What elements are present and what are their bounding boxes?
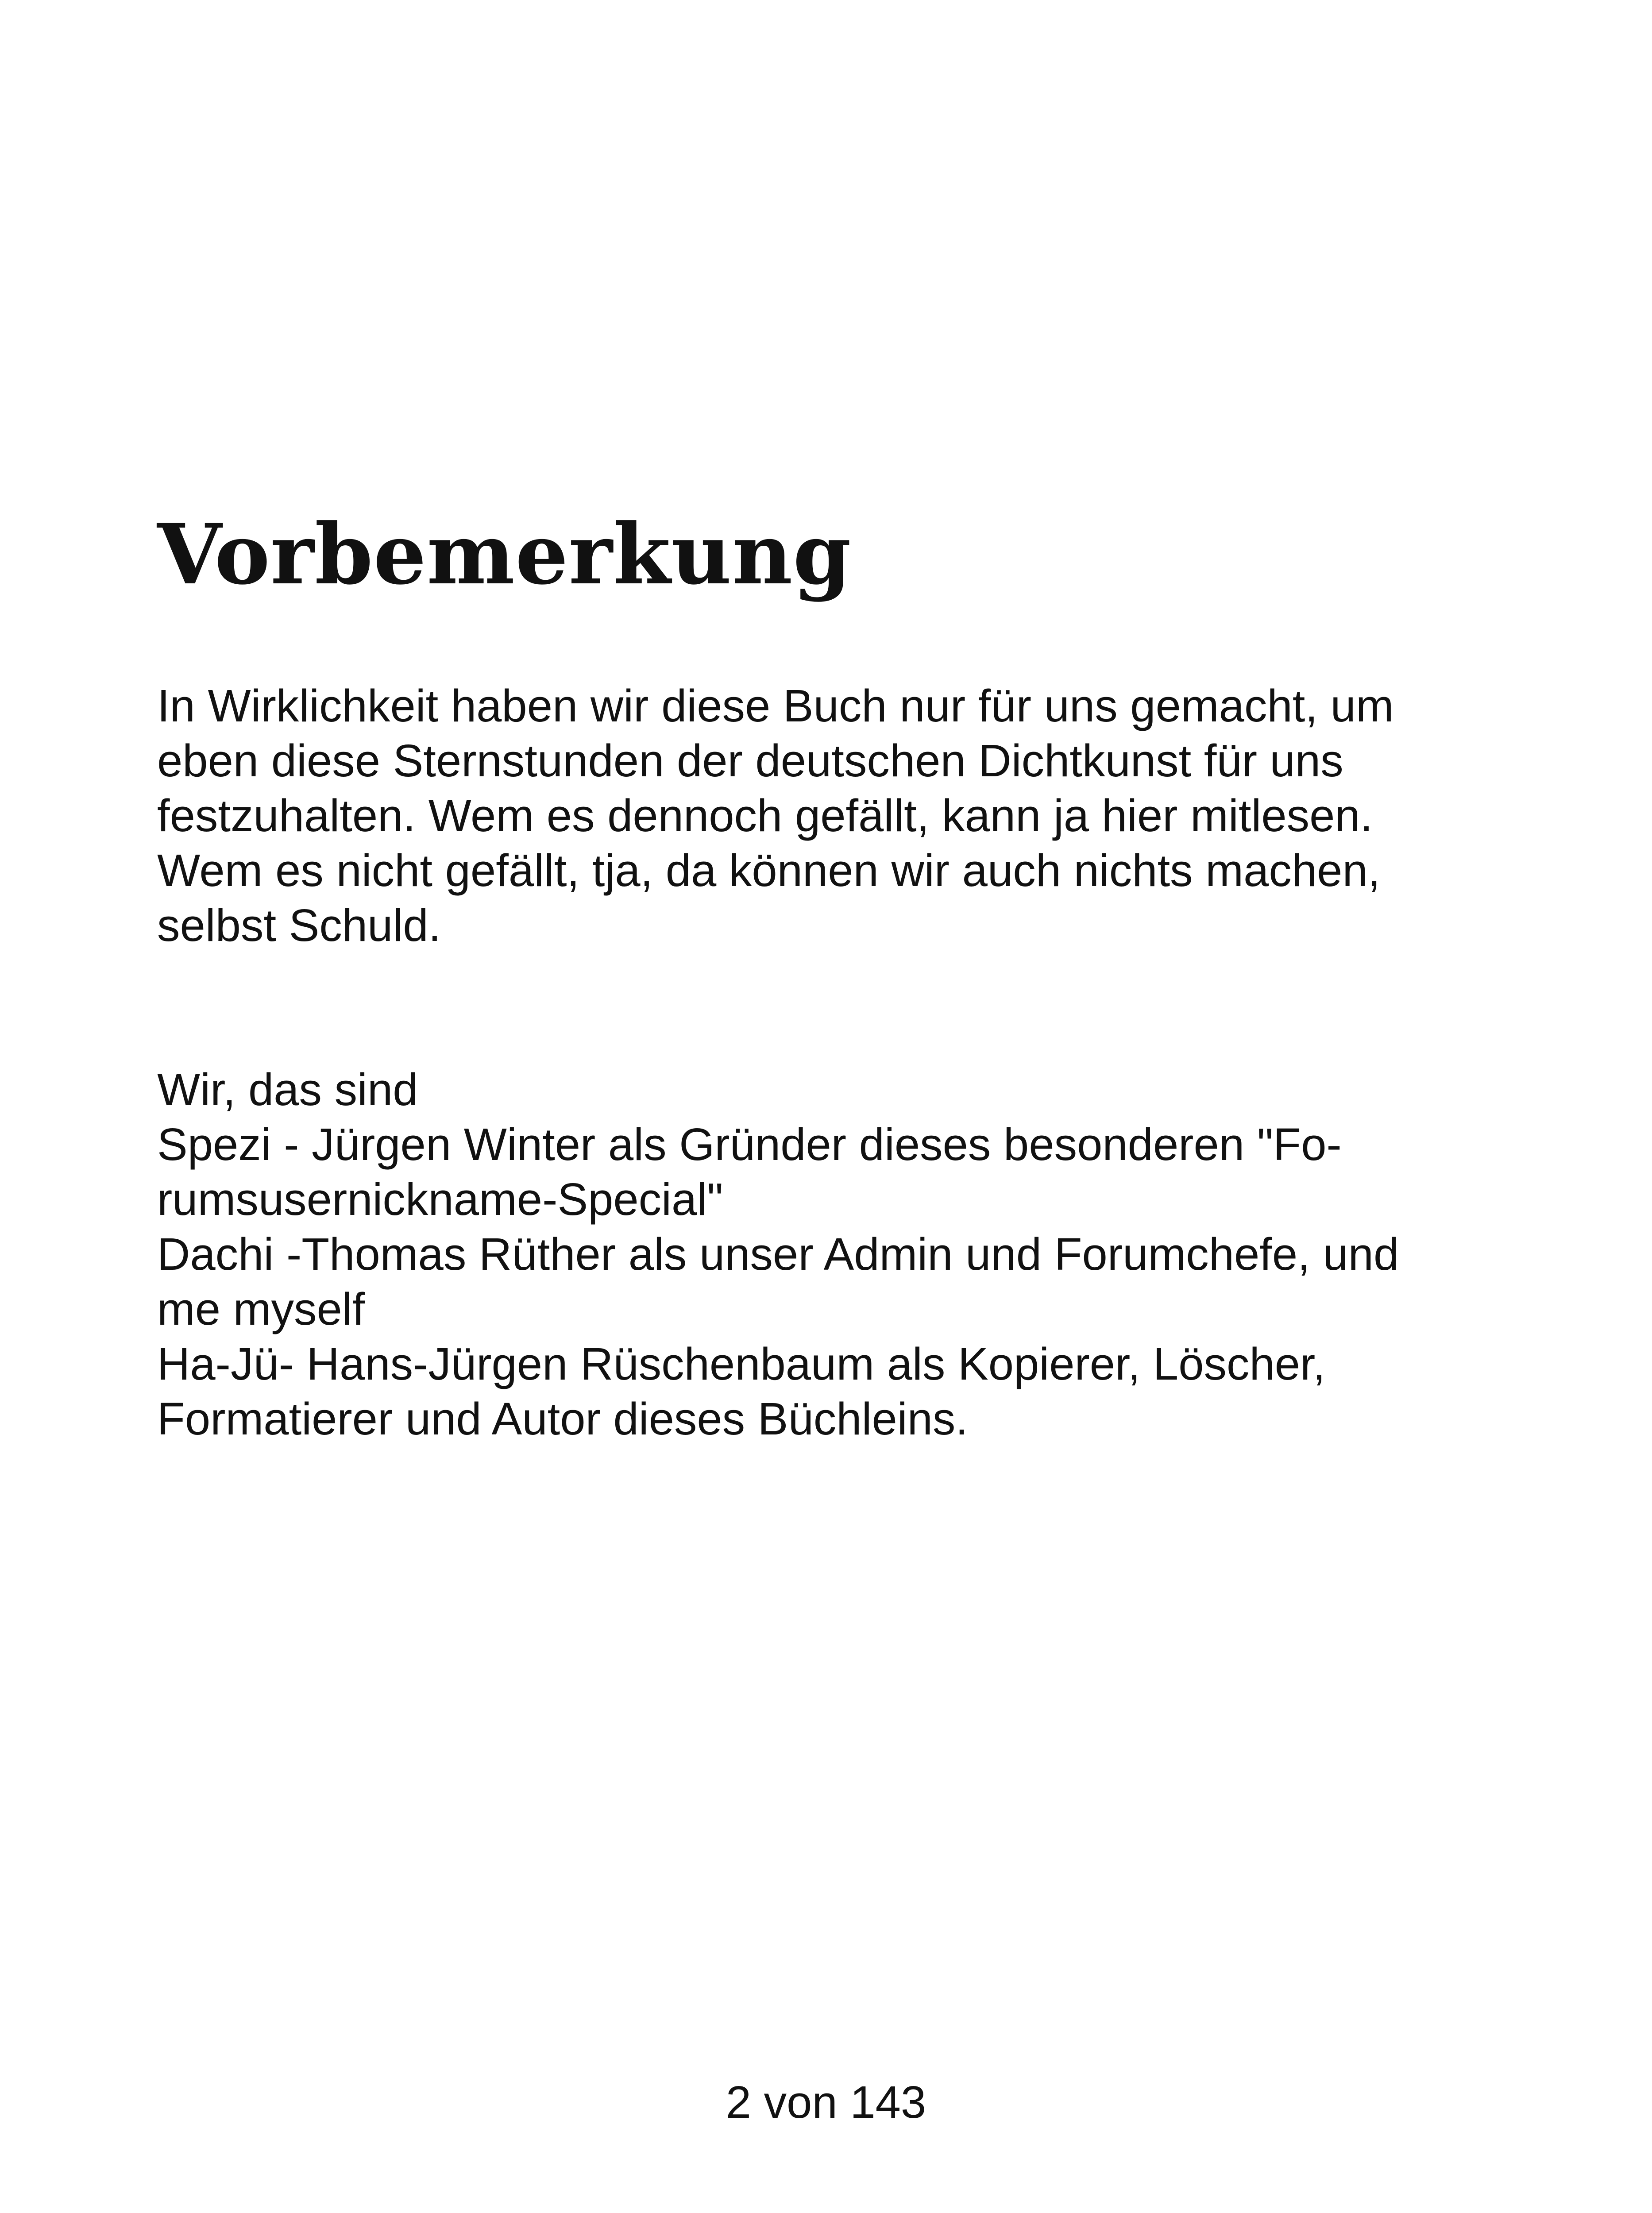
page-number: 2 von 143 bbox=[726, 2077, 926, 2128]
authors-line: Spezi - Jürgen Winter als Gründer dieses besonderen "Fo- bbox=[157, 1119, 1342, 1170]
intro-paragraph bbox=[157, 679, 1507, 953]
intro-line: Wem es nicht gefällt, tja, da können wir auch nichts machen, bbox=[157, 845, 1381, 896]
authors-line: Formatierer und Autor dieses Büchleins. bbox=[157, 1393, 969, 1444]
intro-line: In Wirklichkeit haben wir diese Buch nur für uns gemacht, um bbox=[157, 680, 1394, 731]
intro-line: selbst Schuld. bbox=[157, 900, 441, 951]
authors-paragraph bbox=[157, 1062, 1507, 1446]
intro-line: eben diese Sternstunden der deutschen Dichtkunst für uns bbox=[157, 735, 1343, 786]
page-title: Vorbemerkung bbox=[157, 505, 852, 603]
authors-line: me myself bbox=[157, 1284, 365, 1334]
authors-line: Wir, das sind bbox=[157, 1064, 418, 1115]
intro-line: festzuhalten. Wem es dennoch gefällt, kann ja hier mitlesen. bbox=[157, 790, 1373, 841]
authors-line: Ha-Jü- Hans-Jürgen Rüschenbaum als Kopierer, Löscher, bbox=[157, 1338, 1326, 1389]
authors-line: Dachi -Thomas Rüther als unser Admin und Forumchefe, und bbox=[157, 1229, 1399, 1280]
authors-line: rumsusernickname-Special" bbox=[157, 1174, 723, 1225]
